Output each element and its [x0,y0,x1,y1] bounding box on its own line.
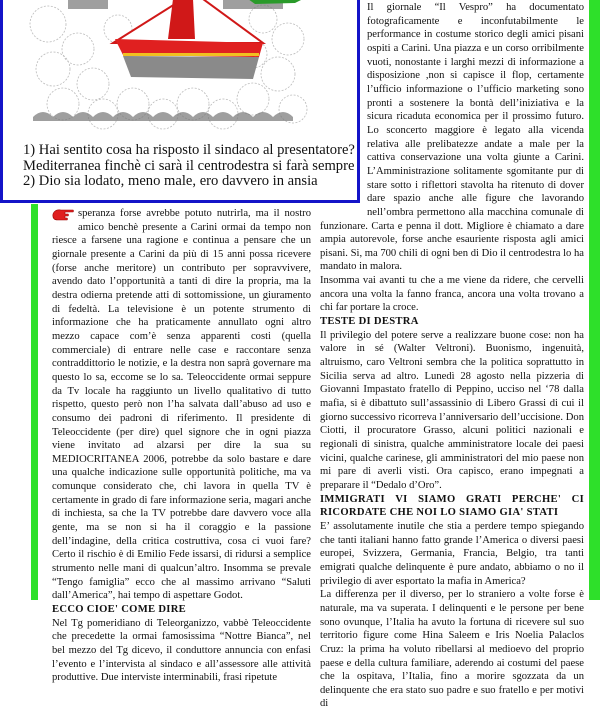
green-border-right [589,0,600,600]
paragraph: La differenza per il diverso, per lo straniero a volte forse è naturale, ma va superata. I delinquenti e le persone per bene sono ovunque, l’Italia ha avuto la fortuna di ricevere sul suo territorio figure come Hina Saleem e Iris Noelia Palaclos Cruz: la prima ha voluto ribellarsi al medioevo del proprio paese e della cultura familiare, aderendo ai costumi del paese che la ospitava, l’Italia, fino a morire sgozzata da un delinquente che era stato suo padre e suo fratello e per motivi di [320,589,584,710]
left-article-column [52,207,311,685]
paragraph: speranza forse avrebbe potuto nutrirla, ma il nostro amico benchè presente a Carini ormai da tempo non riesce a farsene una ragione e continua a pensare che un giornale presente a Carini da più di 15 anni possa ricevere (forse anche meritore) un contributo per sopravvivere, avendo dato l’opportunità a tanti di dire la propria, ma la destra odierna pretende atti di sottomissione, un giuramento di fedeltà. La televisione è un potente strumento di informazione che ha praticamente annullato ogni altro mezzo capace com’è senza apparenti costi (quella commerciale) di entrare nelle case e raccontare senza contraddittorio le notizie, e la destra non saprà governare ma questo lo sa, eccome se lo sa. Teleoccidente ormai seppure da Tv locale ha raggiunto un livello qualitativo di tutto rispetto, questo però non l’ha salvata dall’abuso ad uso e consumo dei padroni di riferimento. Il presidente di Teleoccidente (per dire) quel signore che in ogni piazza viene invitato ad alzarsi per dire la sua su MEDIOCRITANEA 2006, potrebbe da solo bastare e dare una qualche indicazione sulle opportunità politiche, ma va comunque considerato che, chi lavora in quella TV è certamente in grado di fare informazione seria, magari anche di inchiesta, sa che la TV potrebbe dare davvero voce alla gente, ma se non si ha il coraggio e la passione dell’indagine, della critica costruttiva, cosa ci vuoi fare? Certo il rischio è di Emilio Fede issarsi, di ridursi a semplice strumento nelle mani di qualcun’altro. Insomma se prevale “Tengo famiglia” ecco che al massimo arrivano “Saluti dall’America”, hai tempo di aspettare Godot. [52,208,311,602]
section-heading: TESTE DI DESTRA [320,316,419,328]
cartoon-caption [23,143,355,190]
caption-line-2: Mediterranea finchè ci sarà il centrodestra si farà sempre [23,157,355,174]
paragraph: Insomma vai avanti tu che a me viene da ridere, che cervelli ancora una volta la fanno franca, ancora una volta trovano a chi far portare la croce. [320,275,584,314]
caption-line-3: 2) Dio sia lodato, meno male, ero davvero in ansia [23,173,318,189]
pointing-hand-icon [52,208,74,222]
paragraph: Nel Tg pomeridiano di Teleorganizzo, vabbè Teleoccidente che precedette la ormai famosissima “Nottre Bianca”, nel bel mezzo del Tg dicevo, il conduttore annuncia con enfasi l’evento e l’intervista al sindaco e all’assessore alle attività produttive. Due interviste interminabili, frasi ripetute [52,617,311,684]
right-article-column [320,1,584,711]
paragraph: Il giornale “Il Vespro” ha documentato fotograficamente e inconfutabilmente le performance in costume storico degli amici pisani ospiti a Carini. Una piazza e un corso orribilmente vuoti, nonostante i larghi mezzi di informazione a disposizione ,non si capisce il flop, certamente l’ufficio informazione o l’ufficio marketing sono pronti a sostenere la bontà dell’iniziativa e la sicura ricaduta economica per il prossimo futuro. Lo sconcerto maggiore è legato alla vicenda relativa alle prelibatezze andate a male per la cattiva conservazione una volta giunte a Carini. L’Amministrazione solitamente sgomitante pur di stare sotto i riflettori stavolta ha ritenuto di dover dare spazio anche alle figure che lavorando nell’ombra permettono alla macchina comunale di funzionare. Carta e penna il dott. Migliore è chiamato a dare ampia autorevole, forse anche esauriente risposta agli amici pisani. Si, ma 700 chili di ogni ben di Dio il centrodestra lo ha mandato in malora. [320,2,584,273]
green-border-left [31,204,38,600]
cartoon-box [0,0,360,203]
cartoon-illustration [23,0,313,131]
paragraph: E’ assolutamente inutile che stia a perdere tempo spiegando che tanti italiani hanno fatto grande l’America o diversi paesi europei, Svizzera, Germania, Francia, Belgio, tra tanti emigrati qualche delinquente è pure andato, abbiamo o no il privilegio di aver esportato la mafia in America? [320,520,584,587]
caption-line-1: 1) Hai sentito cosa ha risposto il sindaco al presentatore? [23,142,355,158]
section-heading: IMMIGRATI VI SIAMO GRATI PERCHE' CI RICORDATE CHE NOI LO SIAMO GIA' STATI [320,493,584,519]
paragraph: Il privilegio del potere serve a realizzare buone cose: non ha valore in sé (Walter Veltroni). Buonismo, ingenuità, altruismo, caro Veltroni sembra che la politica soprattutto in Sicilia serva ad altro. Lunedì 28 agosto nella pizzeria di Giovanni Impastato fratello di Peppino, ucciso nel ‘78 dalla mafia, si è dibattuto sull’assassinio di Libero Grassi di cui il giorno successivo ricorreva l’anniversario dell’uccisione. Don Ciotti, il procuratore Grasso, alcuni politici nazionali e regionali di sinistra, qualche amministratore locale dei paesi vicini, qualche carinese, gli amministratori del mio paese non mi pare di averli visti. Ora capisco, erano impegnati a preparare il “Dedalo d’Oro”. [320,329,584,491]
section-heading: ECCO CIOE' COME DIRE [52,604,187,616]
